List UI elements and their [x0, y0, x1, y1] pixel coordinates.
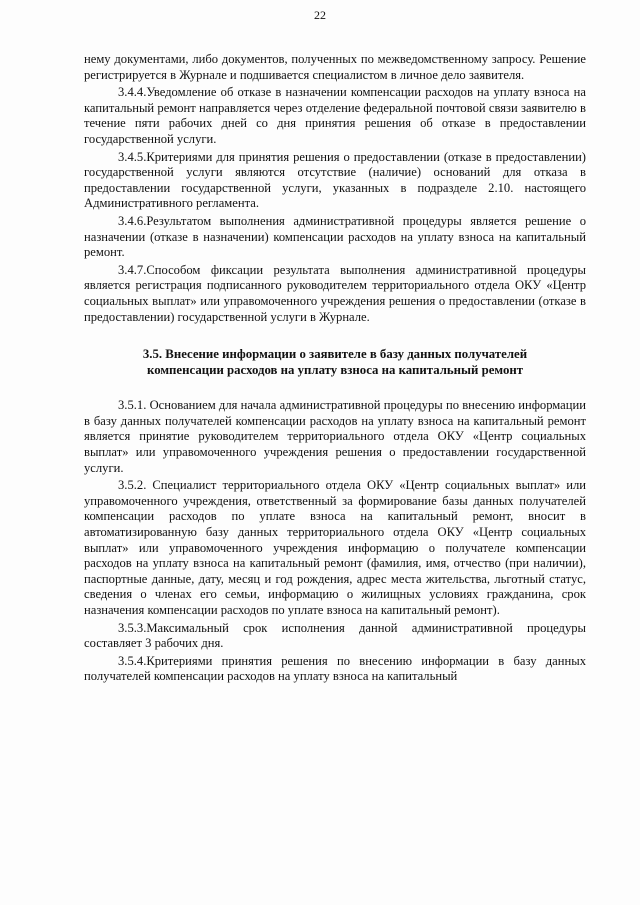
- paragraph-p354: 3.5.4.Критериями принятия решения по внесению информации в базу данных получателей компенсации расходов на уплату взноса на капитальный: [84, 653, 586, 684]
- paragraph-p352: 3.5.2. Специалист территориального отдела ОКУ «Центр социальных выплат» или управомоченного учреждения, ответственный за формирование базы данных получателей компенсации расходов по уплате взноса на капитальный ремонт, вносит в автоматизированную базу данных территориального отдела ОКУ «Центр социальных выплат» или управомоченного учреждения информацию о получателе компенсации расходов на уплату взноса на капитальный ремонт (фамилия, имя, отчество (при наличии), паспортные данные, дату, месяц и год рождения, адрес места жительства, льготный статус, сведения о членах его семьи, информацию о жилищных условиях гражданина, срок назначения компенсации расходов по уплате взноса на капитальный ремонт).: [84, 478, 586, 617]
- paragraph-cont: нему документами, либо документов, полученных по межведомственному запросу. Решение регистрируется в Журнале и подшивается специалистом в личное дело заявителя.: [84, 52, 586, 82]
- page-number: 22: [314, 8, 326, 22]
- paragraphs-before-heading: [84, 52, 586, 325]
- section-heading-line-2: компенсации расходов на уплату взноса на капитальный ремонт: [146, 362, 523, 377]
- paragraphs-after-heading: [84, 398, 586, 685]
- paragraph-p344: 3.4.4.Уведомление об отказе в назначении компенсации расходов на уплату взноса на капитальный ремонт направляется через отделение федеральной почтовой связи заявителю в течение пяти рабочих дней со дня принятия решения об отказе в предоставлении государственной услуги.: [84, 85, 586, 146]
- paragraph-p347: 3.4.7.Способом фиксации результата выполнения административной процедуры является регистрация подписанного руководителем территориального отдела ОКУ «Центр социальных выплат» или управомоченного учреждения решения о предоставлении (отказе в предоставлении) государственной услуги в Журнале.: [84, 262, 586, 324]
- document-body: [84, 52, 586, 685]
- section-heading-line-1: 3.5. Внесение информации о заявителе в базу данных получателей: [142, 347, 528, 362]
- paragraph-p353: 3.5.3.Максимальный срок исполнения данной административной процедуры составляет 3 рабочих дня.: [84, 620, 586, 651]
- section-heading: [84, 347, 586, 378]
- paragraph-p346: 3.4.6.Результатом выполнения административной процедуры является решение о назначении (отказе в назначении) компенсации расходов на уплату взноса на капитальный ремонт.: [84, 213, 586, 260]
- paragraph-p351: 3.5.1. Основанием для начала административной процедуры по внесению информации в базу данных получателей компенсации расходов на уплату взноса на капитальный ремонт является принятие руководителем территориального отдела ОКУ «Центр социальных выплат» или управомоченного учреждения решения о предоставлении государственной услуги.: [84, 398, 586, 475]
- paragraph-p345: 3.4.5.Критериями для принятия решения о предоставлении (отказе в предоставлении) государственной услуги являются отсутствие (наличие) оснований для отказа в предоставлении государственной услуги, указанных в подразделе 2.10. настоящего Административного регламента.: [84, 149, 586, 211]
